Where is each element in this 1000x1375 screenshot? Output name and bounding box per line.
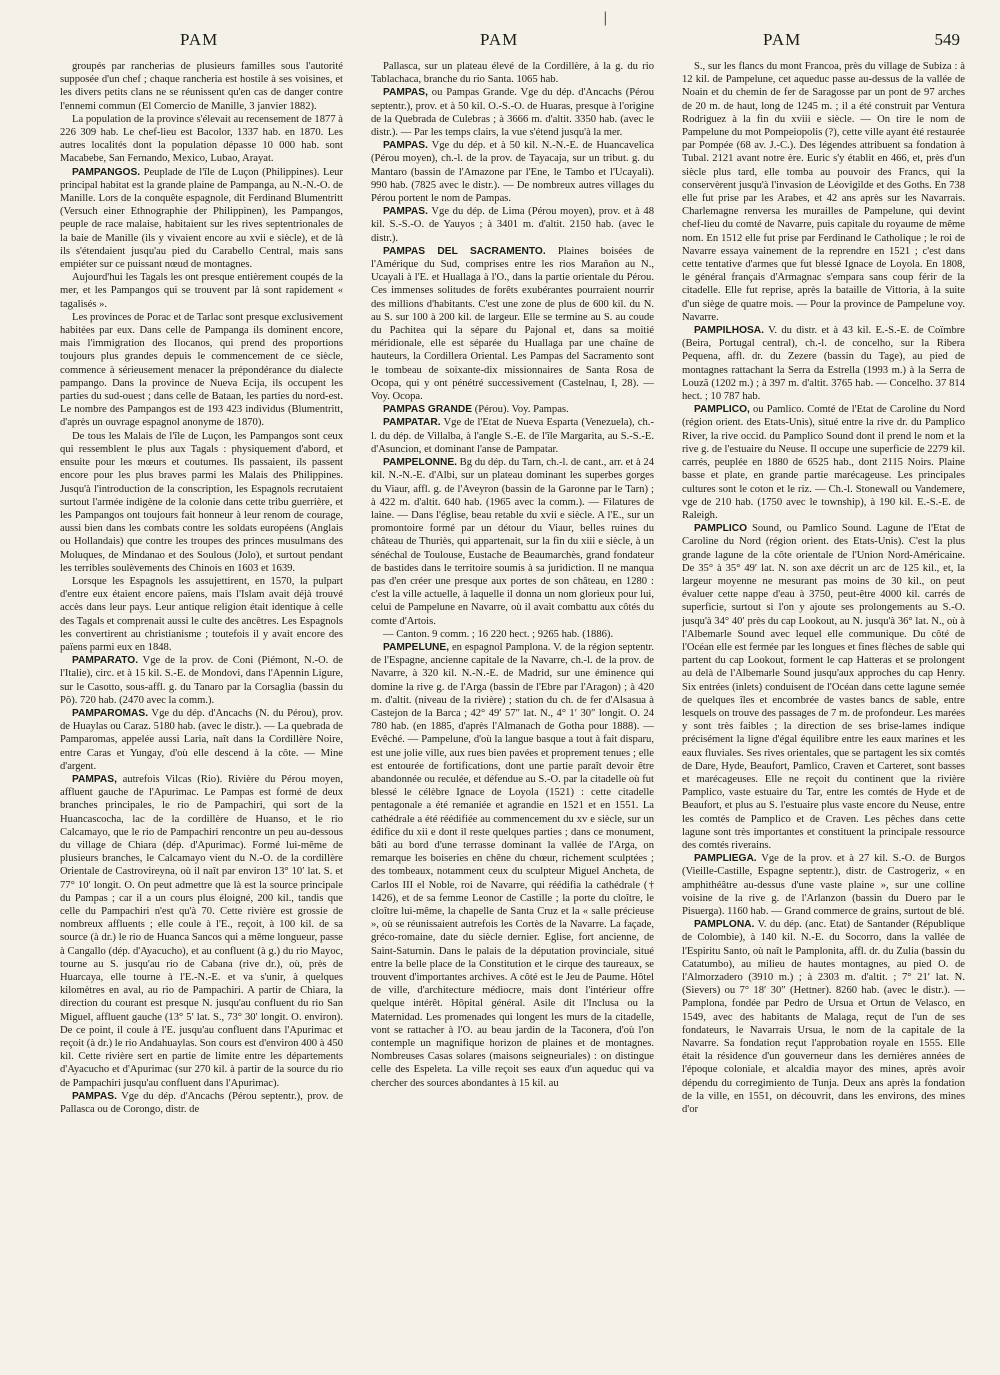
dictionary-entry [682, 324, 965, 403]
entry-text: La population de la province s'élevait au recensement de 1877 à 226 309 hab. Le chef-lieu est Bacolor, 1337 hab. en 1870. Les autres localités dont la population dépasse 10 000 hab. sont Macabebe, San Fernando, Mexico, Lubao, Arayat. [60, 113, 343, 165]
entry-headword: PAMPATAR. [383, 417, 441, 429]
entry-text: S., sur les flancs du mont Francoa, près du village de Subiza : à 12 kil. de Pampelune, cet aqueduc passe au-dessus de la vallée de Noain et du chemin de fer de Saragosse par un pont de 97 arches de 20 m. de haut, long de 1245 m. ; il a été construit par Ventura Rodriguez à la fin du xviii e siècle. — On tire le nom de Pampelune du mot Pompeiopolis (?), cette ville ayant été restaurée par Pompée (68 av. J.-C.). Des légendes attribuent sa fondation à Tubal. 2121 avant notre ère. Euric s'y établit en 466, et, près d'un siècle plus tard, elle tomba au pouvoir des Francs, qui la conservèrent jusqu'à l'invasion de Léovigilde et des Goths. En 738 elle fut prise par les Arabes, et 42 ans après sur les Navarrais. Charlemagne renversa les murailles de Pampelune, qui devint chef-lieu du comté de Navarre, puis capitale du royaume de même nom. En 1512 elle fut prise par Ferdinand le Catholique ; le roi de Navarre essaya vainement de la reprendre en 1521 ; c'est dans cette tentative d'armes que fut blessé Ignace de Loyola. En 1808, le général français d'Armagnac s'empara sans coup férir de la citadelle. Elle fut reprise, après la bataille de Vittoria, à la suite d'un siège de quatre mois. — Pour la province de Pampelune voy. Navarre. [682, 61, 965, 323]
dictionary-entry [371, 245, 654, 403]
entry-text: Vge du dép. et à 50 kil. N.-N.-E. de Huancavelica (Pérou moyen), ch.-l. de la prov. de Tayacaja, sur un tribut. g. du Mantaro (bassin de l'Amazone par l'Ene, le Tambo et l'Ucayali). 990 hab. (7825 avec le distr.). — De nombreux autres villages du Pérou portent le nom de Pampas. [371, 140, 654, 205]
entry-headword: PAMPAS, [383, 87, 428, 99]
dictionary-entry [371, 205, 654, 245]
entry-text: De tous les Malais de l'île de Luçon, les Pampangos sont ceux qui ressemblent le plus aux Tagals : physiquement d'abord, et ensuite pour les mœurs et coutumes. Ils passaient, ils passent encore pour les plus braves parmi les Malais des Philippines. Jusqu'à l'introduction de la conscription, les Espagnols recrutaient surtout l'armée indigène de la colonie dans cette tribu guerrière, et les Pampangos ont toujours fait honneur à leur renom de courage, aussi bien dans les combats contre les soldats européens (Anglais ou Hollandais) que contre les troupes des princes musulmans des Moluques, de Mindanao et des Soulous (Jolo), et surtout pendant les terribles soulèvements des Chinois en 1603 et 1639. [60, 430, 343, 574]
running-headers [58, 30, 960, 56]
dictionary-entry [682, 60, 965, 324]
entry-text: V. du distr. et à 43 kil. E.-S.-E. de Coïmbre (Beira, Portugal central), ch.-l. de concelho, sur la Ribera Pequena, affl. dr. du Zezere (bassin du Tage), au pied de montagnes rattachant la Serra da Estrella (1993 m.) à la Serra de Louzã (1202 m.) ; à 397 m. d'altit. 3765 hab. — Concelho. 37 814 hect. ; 10 787 hab. [682, 325, 965, 403]
entry-text: Les provinces de Porac et de Tarlac sont presque exclusivement habitées par eux. Dans celle de Pampanga ils dominent encore, mais l'immigration des Ilocanos, qui prend des proportions toujours plus grandes depuis le commencement de ce siècle, commence à sérieusement menacer la prépondérance du dialecte pampango. Dans la province de Nueva Ecija, ils occupent les parties du sud-ouest ; dans celle de Bataan, les parties du nord-est. Le nombre des Pampangos est de 193 423 individus (Blumentritt, d'après un ouvrage espagnol anonyme de 1870). [60, 311, 343, 429]
dictionary-entry [60, 654, 343, 707]
header-center: PAM [480, 30, 519, 49]
entry-headword: PAMPAS GRANDE [383, 404, 473, 416]
entry-text: Aujourd'hui les Tagals les ont presque entièrement coupés de la mer, et les Pampangos qui se trouvent par là sont rapidement « tagalisés ». [60, 272, 343, 310]
dictionary-entry [682, 852, 965, 918]
entry-headword: PAMPAS DEL SACRAMENTO. [383, 245, 546, 257]
entry-text: ou Pamlico. Comté de l'Etat de Caroline du Nord (région orient. des Etats-Unis), situé entre la rive dr. du Pamplico River, la rive occid. du Pamplico Sound dont il prend le nom et la rive g. de l'estuaire du Neuse. Il occupe une superficie de 2279 kil. carrés, peuplée en 1880 de 6525 hab., dont 2115 Noirs. Plaine basse et plate, en grande partie marécageuse. Les principales cultures sont le coton et le riz. — Ch.-l. Stonewall ou Vandemere, vge de 210 hab. (1750 avec le township), à 190 kil. E.-S.-E. de Raleigh. [682, 404, 965, 521]
entry-headword: PAMPAROMAS. [72, 707, 149, 719]
entry-headword: PAMPAS. [72, 1090, 117, 1102]
text-columns [60, 60, 965, 1355]
entry-text: Vge du dép. d'Ancachs (N. du Pérou), prov. de Huaylas ou Caraz. 5180 hab. (avec le distr.). — La quebrada de Pamparomas, appelée aussi Laria, naît dans la Cordillère Noire, entre Caras et Yungay, d'où elle descend à la côte. — Mine d'argent. [60, 707, 343, 772]
entry-text: Plaines boisées de l'Amérique du Sud, comprises entre les rios Marañon au N., Ucayali à l'E. et Huallaga à l'O., dans la partie orientale du Pérou. Ces immenses solitudes de forêts exubérantes pourraient nourrir des millions d'habitants. C'est une zone de plus de 600 kil. du N. au S. sur 100 à 200 kil. de largeur. Elle se termine au S. au coude du Pachitea qui la sépare du Pajonal et, dans sa moitié méridionale, elle est séparée du Huallaga par une chaîne de hauteurs, la Cordillera Oriental. Les Pampas del Sacramento sont le tombeau de soixante-dix missionnaires de Santa Rosa de Ocopa, qui y ont pénétré successivement (Castelnau, I, 28). — Voy. Ocopa. [371, 245, 654, 403]
column-2 [371, 60, 654, 1350]
dictionary-entry [60, 707, 343, 773]
dictionary-entry [60, 575, 343, 654]
entry-text: Vge du dép. de Lima (Pérou moyen), prov. et à 48 kil. S.-S.-O. de Yauyos ; à 3401 m. d'altit. 2150 hab. (avec le distr.). [371, 206, 654, 244]
entry-text: Pallasca, sur un plateau élevé de la Cordillère, à la g. du rio Tablachaca, branche du rio Santa. 1065 hab. [371, 61, 654, 86]
entry-headword: PAMPAS, [72, 773, 117, 785]
dictionary-entry [60, 113, 343, 166]
dictionary-entry [60, 271, 343, 311]
dictionary-entry [371, 628, 654, 641]
top-mark: | [603, 10, 608, 26]
entry-text: groupés par rancherias de plusieurs familles sous l'autorité supposée d'un chef ; chaque rancheria est hostile à ses voisines, et les divers petits clans ne se réunissent qu'en cas de danger contre l'ennemi commun (El Comercio de Manille, 3 janvier 1882). [60, 61, 343, 112]
entry-text: (Pérou). Voy. Pampas. [474, 404, 569, 416]
column-1 [60, 60, 343, 1350]
entry-headword: PAMPAS. [383, 140, 428, 152]
dictionary-entry [682, 918, 965, 1116]
dictionary-entry [371, 456, 654, 628]
dictionary-entry [371, 60, 654, 86]
dictionary-entry [60, 166, 343, 272]
entry-text: ou Pampas Grande. Vge du dép. d'Ancachs (Pérou septentr.), prov. et à 50 kil. O.-S.-O. de Huaras, presque à l'origine de la Quebrada de Culebras ; à 3666 m. d'altit. 3350 hab. (avec le distr.). — Par les temps clairs, la vue s'étend jusqu'à la mer. [371, 87, 654, 139]
dictionary-entry [682, 522, 965, 852]
page-number: 549 [934, 30, 960, 49]
entry-headword: PAMPELONNE. [383, 457, 457, 469]
dictionary-entry [371, 416, 654, 456]
entry-headword: PAMPLONA. [694, 919, 755, 931]
entry-text: V. du dép. (anc. Etat) de Santander (République de Colombie), à 140 kil. N.-E. du Socorro, dans la vallée de l'Espiritu Santo, où naît le Pamplonita, affl. dr. du Zulia (bassin du Catatumbo), au milieu de hautes montagnes, au pied O. de l'Almorzadero (3910 m.) ; à 2303 m. d'altit. ; 7° 21′ lat. N. (Sievers) ou 7° 18′ 30″ (Hettner). 8260 hab. (avec le distr.). — Pamplona, fondée par Pedro de Ursua et Ortun de Velasco, en 1549, avec des habitants de Malaga, reçut de l'un de ses fondateurs, le Navarrais Ursua, le nom de la capitale de la Navarre. Sa fondation reçut l'approbation royale en 1555. Elle était la résidence d'un gouverneur dans les dernières années de l'époque coloniale, et alcaldia mayor des mines, après avoir dépendu du corregimiento de Tunja. Deux ans après la fondation de la ville, en 1551, on découvrit, dans les environs, des mines d'or [682, 919, 965, 1116]
entry-text: Bg du dép. du Tarn, ch.-l. de cant., arr. et à 24 kil. N.-N.-E. d'Albi, sur un plateau dominant les superbes gorges du Viaur, affl. g. de l'Aveyron (bassin de la Garonne par le Tarn) ; à 422 m. d'altit. 640 hab. (1965 avec la comm.). — Filatures de laine. — Dans l'église, beau retable du xvii e siècle. A l'E., sur un promontoire formé par un détour du Viaur, belles ruines du château de Thuriès, qui appartenait, sur la fin du xiii e siècle, à un sénéchal de Toulouse, Eustache de Beaumarchès, grand fondateur de bastides dans le territoire soumis à sa juridiction. Il ne manqua pas d'en créer une presque aux portes de son château, en 1280 : c'est la ville actuelle, à laquelle il donna un nom glorieux pour lui, celui de Pampelune en Navarre, où il avait combattu aux côtés du comte d'Artois. [371, 457, 654, 627]
entry-text: autrefois Vilcas (Rio). Rivière du Pérou moyen, affluent gauche de l'Apurimac. Le Pampas est formé de deux branches principales, le rio de Pampachiri, qui sort de la Huancascocha, lac de la cordillère de Huanso, et le rio Calcamayo, que le rio de Pampachiri rencontre un peu au-dessous du village de Chiara (dép. d'Apurimac). Formé lui-même de plusieurs branches, le Calcamayo vient du N.-O. de la cordillère Orientale de Castrovireyna, où il naît par environ 13° 10′ lat. S. et 77° 10′ longit. O. On peut admettre que là est la source principale du Pampas ; car il a un cours plus éloigné, 200 kil., tandis que celle du Pampachiri n'est qu'à 70. Cette rivière est grossie de nombreux affluents ; elle coule à l'E., reçoit, à 100 kil. de sa source (à dr.) le rio de Huanca Sancos qui a même longueur, passe à Cangallo (dép. d'Ayacucho), et au confluent (à g.) du rio Mayoc, tourne au S. jusqu'au rio de Cabana (rive dr.), où, près de Huarcaya, elle tourne à l'E.-N.-E. et va s'unir, à quelques kilomètres en aval, au rio de Pampachiri. A partir de Chiara, la direction du courant est presque N. jusqu'au confluent du rio San Miguel, affluent gauche (13° 5′ lat. S., 73° 30′ longit. O. environ). De ce point, il coule à l'E. jusqu'au confluent dans l'Apurimac et reçoit (à dr.) le rio Andahuaylas. Son cours est d'environ 400 à 450 kil. Cette rivière sert en partie de limite entre les départements d'Ayacucho et d'Apurimac (sur 270 kil. à partir de la source du rio de Pampachiri jusqu'au confluent dans l'Apurimac). [60, 773, 343, 1089]
dictionary-entry [60, 311, 343, 430]
entry-headword: PAMPLIEGA. [694, 853, 757, 865]
header-right: PAM [763, 30, 802, 49]
dictionary-entry [60, 1090, 343, 1116]
dictionary-entry [371, 403, 654, 416]
entry-text: — Canton. 9 comm. ; 16 220 hect. ; 9265 hab. (1886). [383, 628, 614, 640]
entry-text: Sound, ou Pamlico Sound. Lagune de l'Etat de Caroline du Nord (région orient. des Etats-Unis). C'est la plus grande lagune de la côte orientale de l'Union Nord-Américaine. De 35° à 35° 49′ lat. N. son axe décrit un arc de 125 kil., et, la largeur moyenne ne mesurant pas moins de 30 kil., on peut évaluer cette nappe d'eau à 3750, peut-être 4000 kil. carrés de superficie, surtout si l'on y ajoute ses prolongements au S.-O. jusqu'à 34° 40′ près du cap Lookout, au N. jusqu'à 36° lat. N., où à l'Albemarle Sound avec lequel elle communique. Du côté de l'Océan elle est fermée par les longues et fines flèches de sable qui partent du cap Lookout, forment le cap Hatteras et se prolongent au delà de l'Albemarle Sound jusqu'aux approches du cap Henry. Six entrées (inlets) conduisent de l'Océan dans cette lagune semée de quelques îles et encombrée de vastes bancs de sable, entre lesquels on trouve des passages de 7 m. de profondeur. Les marées y sont très faibles ; la direction de ses brise-lames indique précisément la ligne d'égal équilibre entre les eaux marines et les eaux fluviales. Ses rives orientales, que se partagent les six comtés de Dare, Hyde, Beaufort, Pamlico, Craven et Carteret, sont basses et marécageuses. Elle ne reçoit du continent que la rivière Pamplico, vaste estuaire du Tar, entre les comtés de Hyde et de Beaufort, et plus au S. l'estuaire plus vaste encore du Neuse, entre les comtés de Pamplico et de Craven. Les pêches dans cette lagune sont très importantes et constituent la principale ressource des comtés riverains. [682, 523, 965, 851]
entry-text: Vge du dép. d'Ancachs (Pérou septentr.), prov. de Pallasca ou de Corongo, distr. de [60, 1090, 343, 1116]
entry-text: Lorsque les Espagnols les assujettirent, en 1570, la pulpart d'entre eux étaient encore païens, mais l'Islam avait déjà trouvé accès dans leur pays. Leur antique religion était identique à celle des Tagals et comprenait aussi le culte des ancêtres. Les Espagnols les convertirent au christianisme ; toutefois il y avait encore des païens parmi eux en 1848. [60, 575, 343, 653]
dictionary-entry [60, 60, 343, 113]
entry-headword: PAMPARATO. [72, 655, 139, 667]
header-left: PAM [180, 30, 219, 49]
entry-headword: PAMPLICO, [694, 404, 750, 416]
entry-text: en espagnol Pamplona. V. de la région septentr. de l'Espagne, ancienne capitale de la Navarre, ch.-l. de la prov. de Navarre, à 320 kil. N.-N.-E. de Madrid, sur une éminence qui domine la rive g. de l'Arga (bassin de l'Ebre par l'Aragon) ; à 420 m. d'altit. (niveau de la rivière) ; station du ch. de fer d'Alsasua à Castejon de la Barca ; 42° 49′ 57″ lat. N., 4° 1′ 30″ longit. O. 24 780 hab. (en 1885, d'après l'Almanach de Gotha pour 1888). — Evêché. — Pampelune, d'où la langue basque a tout à fait disparu, est une jolie ville, aux rues bien pavées et proprement tenues ; elle est entourée de fortifications, dont une partie paraît devoir être abandonnée ou reculée, et défendue au S.-O. par la citadelle où fut blessé le célèbre Ignace de Loyola (1521) : cette citadelle pentagonale a été remaniée et agrandie en 1521 et en 1551. La cathédrale a été réédifiée au commencement du xv e siècle, sur un édifice du xii e dont il reste quelques parties ; dans ce monument, bâti au bord d'une terrasse dominant la vallée de l'Arga, on remarque les boiseries en chêne du chœur, richement sculptées ; des tombeaux, notamment ceux du sculpteur Miguel Ancheta, de Carlos III el Noble, roi de Navarre, qui réédifia la cathédrale († 1426), et de sa femme Leonor de Castille ; la porte du cloître, le cloître lui-même, la chapelle de Santa Cruz et la « salle précieuse », où se réunissaient autrefois les Cortès de la Navarre. La façade, gréco-romaine, date du siècle dernier. Eglise, fort ancienne, de Saint-Saturnin. Dans le palais de la députation provinciale, situé entre la belle place de la Constitution et le cirque des taureaux, se trouvent d'importantes archives. A côté est le Jeu de Paume. Hôtel de ville, d'architecture médiocre, mais dont l'intérieur offre quelque intérêt. Hôpital général. Asile dit l'Inclusa ou la Maternidad. Les promenades qui longent les murs de la citadelle, vont se rattacher à l'O. au beau jardin de la Taconera, d'où l'on contemple un magnifique horizon de plaines et de montagnes. Nombreuses Casas solares (maisons seigneuriales) : on distingue celle des Espeleta. La ville reçoit ses eaux d'un aqueduc qui va chercher des sources abondantes à 15 kil. au [371, 641, 654, 1089]
entry-headword: PAMPELUNE, [383, 641, 450, 653]
entry-headword: PAMPANGOS. [72, 166, 141, 178]
dictionary-entry [60, 430, 343, 575]
entry-text: Peuplade de l'île de Luçon (Philippines). Leur principal habitat est la grande plaine de Pampanga, au N.-N.-O. de Manille. Lors de la conquête espagnole, dit Ferdinand Blumentritt (Versuch einer Ethnographie der Philippinen), les Pampangos, peuple de race malaise, habitaient sur les rives septentrionales de la baie de Manille (ils y vivaient encore au xvii e siècle), et de là ils s'étendaient jusqu'au pied du Carabello Central, mais sans empiéter sur ce puissant nœud de montagnes. [60, 166, 343, 271]
entry-headword: PAMPLICO [694, 523, 748, 535]
column-3 [682, 60, 965, 1350]
dictionary-entry [371, 139, 654, 205]
entry-headword: PAMPILHOSA. [694, 325, 764, 337]
dictionary-entry [682, 403, 965, 522]
entry-headword: PAMPAS. [383, 206, 428, 218]
entry-text: Vge de la prov. de Coni (Piémont, N.-O. de l'Italie), circ. et à 15 kil. S.-E. de Mondovi, dans l'Apennin Ligure, sur le Casotto, sous-affl. g. du Tanaro par la Corsaglia (bassin du Pô). 720 hab. (2470 avec la comm.). [60, 655, 343, 706]
entry-text: Vge de la prov. et à 27 kil. S.-O. de Burgos (Vieille-Castille, Espagne septentr.), distr. de Castrogeriz, « en amphithéâtre au-dessus d'une vaste plaine », sur une colline voisine de la rive g. de l'Arlanzon (bassin du Duero par le Pisuerga). 1160 hab. — Grand commerce de grains, surtout de blé. [682, 853, 965, 917]
entry-text: Vge de l'Etat de Nueva Esparta (Venezuela), ch.-l. du dép. de Villalba, à l'angle S.-E. de l'île Margarita, au S.-S.-E. d'Asuncion, et dominant l'anse de Pampatar. [371, 417, 654, 455]
dictionary-entry [60, 773, 343, 1090]
dictionary-entry [371, 641, 654, 1090]
dictionary-entry [371, 86, 654, 139]
